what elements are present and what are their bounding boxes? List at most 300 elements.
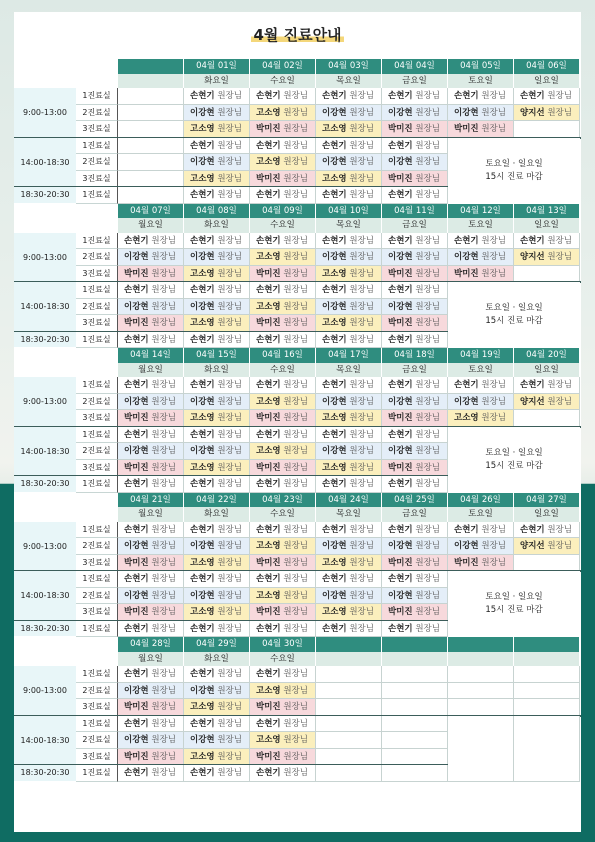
doctor-cell xyxy=(118,476,184,493)
doctor-name: 이강현 xyxy=(322,541,347,551)
doctor-cell xyxy=(514,522,580,539)
weekend-closing-note xyxy=(448,571,580,637)
doctor-suffix: 원장님 xyxy=(478,541,506,551)
empty-cell xyxy=(514,666,580,683)
doctor-suffix: 원장님 xyxy=(148,380,176,390)
doctor-cell xyxy=(316,249,382,266)
doctor-name: 이강현 xyxy=(322,301,347,312)
doctor-name: 고소영 xyxy=(256,396,281,407)
empty-cell xyxy=(316,683,382,700)
doctor-cell xyxy=(250,154,316,171)
doctor-cell xyxy=(316,588,382,605)
doctor-name: 고소영 xyxy=(256,685,281,696)
doctor-cell xyxy=(382,394,448,411)
doctor-cell xyxy=(184,476,250,493)
doctor-cell xyxy=(382,266,448,283)
header-corner xyxy=(14,204,118,233)
day-header: 금요일 xyxy=(382,74,448,89)
doctor-suffix: 원장님 xyxy=(346,173,374,184)
time-slot-morning: 9:00-13:00 xyxy=(14,522,76,572)
time-slot-evening: 18:30-20:30 xyxy=(14,765,76,782)
doctor-name: 손현기 xyxy=(190,334,215,345)
doctor-cell xyxy=(316,394,382,411)
doctor-suffix: 원장님 xyxy=(478,380,506,390)
empty-cell xyxy=(448,699,514,716)
empty-cell xyxy=(514,699,580,716)
doctor-name: 박미진 xyxy=(124,751,149,762)
room-label: 2진료실 xyxy=(76,249,118,266)
doctor-suffix: 원장님 xyxy=(346,107,374,118)
room-label: 3진료실 xyxy=(76,315,118,332)
doctor-name: 박미진 xyxy=(256,173,281,184)
doctor-cell xyxy=(184,765,250,782)
schedule-sheet xyxy=(14,12,581,832)
doctor-name: 손현기 xyxy=(190,669,215,679)
room-label: 1진료실 xyxy=(76,476,118,493)
doctor-suffix: 원장님 xyxy=(280,268,308,279)
date-header: 04월 28일 xyxy=(118,637,184,652)
doctor-name: 박미진 xyxy=(256,557,281,568)
doctor-name: 박미진 xyxy=(256,318,281,328)
doctor-suffix: 원장님 xyxy=(280,413,308,423)
doctor-name: 이강현 xyxy=(124,590,149,601)
doctor-suffix: 원장님 xyxy=(280,574,308,584)
doctor-name: 손현기 xyxy=(124,524,149,535)
date-header: 04월 03일 xyxy=(316,59,382,74)
header-corner xyxy=(14,59,118,88)
doctor-suffix: 원장님 xyxy=(214,462,242,473)
doctor-cell xyxy=(118,749,184,766)
doctor-name: 손현기 xyxy=(322,235,347,246)
doctor-name: 손현기 xyxy=(520,235,545,246)
doctor-name: 손현기 xyxy=(454,524,479,535)
doctor-suffix: 원장님 xyxy=(214,429,242,440)
doctor-name: 고소영 xyxy=(322,557,347,568)
doctor-suffix: 원장님 xyxy=(280,685,308,696)
day-header: 금요일 xyxy=(382,507,448,522)
date-header: 04월 06일 xyxy=(514,59,580,74)
date-header: 04월 17일 xyxy=(316,348,382,363)
doctor-name: 손현기 xyxy=(124,574,149,584)
doctor-name: 고소영 xyxy=(256,735,281,745)
doctor-cell xyxy=(316,121,382,138)
doctor-name: 손현기 xyxy=(454,91,479,101)
time-slot-evening: 18:30-20:30 xyxy=(14,187,76,204)
doctor-suffix: 원장님 xyxy=(346,252,374,262)
doctor-cell xyxy=(250,555,316,572)
doctor-suffix: 원장님 xyxy=(346,380,374,390)
doctor-suffix: 원장님 xyxy=(148,462,176,473)
doctor-cell xyxy=(316,555,382,572)
doctor-cell xyxy=(184,121,250,138)
room-label: 1진료실 xyxy=(76,233,118,250)
doctor-suffix: 원장님 xyxy=(412,607,440,617)
doctor-cell xyxy=(514,394,580,411)
day-header xyxy=(382,652,448,667)
doctor-suffix: 원장님 xyxy=(148,669,176,679)
doctor-suffix: 원장님 xyxy=(214,252,242,262)
doctor-suffix: 원장님 xyxy=(214,107,242,118)
doctor-cell xyxy=(184,282,250,299)
doctor-name: 이강현 xyxy=(388,446,413,456)
room-label: 2진료실 xyxy=(76,683,118,700)
doctor-name: 박미진 xyxy=(124,268,149,279)
doctor-name: 고소영 xyxy=(322,173,347,184)
doctor-name: 박미진 xyxy=(454,268,479,279)
date-header xyxy=(448,637,514,652)
empty-cell xyxy=(382,699,448,716)
doctor-suffix: 원장님 xyxy=(214,318,242,328)
doctor-name: 이강현 xyxy=(124,685,149,696)
doctor-suffix: 원장님 xyxy=(412,235,440,246)
doctor-name: 손현기 xyxy=(388,623,413,634)
doctor-name: 이강현 xyxy=(322,396,347,407)
doctor-suffix: 원장님 xyxy=(544,252,572,262)
doctor-name: 고소영 xyxy=(190,607,215,617)
room-label: 2진료실 xyxy=(76,588,118,605)
doctor-cell xyxy=(118,394,184,411)
doctor-suffix: 원장님 xyxy=(412,285,440,295)
doctor-suffix: 원장님 xyxy=(346,157,374,167)
doctor-cell xyxy=(118,443,184,460)
doctor-suffix: 원장님 xyxy=(478,268,506,279)
doctor-suffix: 원장님 xyxy=(148,685,176,696)
date-header: 04월 11일 xyxy=(382,204,448,219)
doctor-cell xyxy=(448,266,514,283)
doctor-cell xyxy=(118,732,184,749)
day-header: 토요일 xyxy=(448,363,514,378)
doctor-cell xyxy=(514,377,580,394)
doctor-name: 손현기 xyxy=(256,623,281,634)
doctor-name: 박미진 xyxy=(124,702,149,712)
day-header: 수요일 xyxy=(250,507,316,522)
doctor-suffix: 원장님 xyxy=(412,190,440,200)
doctor-name: 손현기 xyxy=(190,429,215,440)
date-header: 04월 18일 xyxy=(382,348,448,363)
doctor-cell xyxy=(118,249,184,266)
time-slot-morning: 9:00-13:00 xyxy=(14,88,76,138)
doctor-cell xyxy=(514,538,580,555)
date-header: 04월 05일 xyxy=(448,59,514,74)
date-header: 04월 12일 xyxy=(448,204,514,219)
doctor-name: 박미진 xyxy=(388,413,413,423)
doctor-name: 박미진 xyxy=(124,462,149,473)
doctor-cell xyxy=(382,555,448,572)
doctor-name: 이강현 xyxy=(124,252,149,262)
doctor-suffix: 원장님 xyxy=(412,91,440,101)
doctor-suffix: 원장님 xyxy=(214,190,242,200)
day-header: 화요일 xyxy=(184,507,250,522)
doctor-name: 고소영 xyxy=(190,462,215,473)
empty-cell xyxy=(118,138,184,155)
doctor-cell xyxy=(250,394,316,411)
doctor-suffix: 원장님 xyxy=(412,557,440,568)
doctor-cell xyxy=(514,249,580,266)
doctor-suffix: 원장님 xyxy=(148,557,176,568)
empty-cell xyxy=(118,105,184,122)
doctor-suffix: 원장님 xyxy=(148,735,176,745)
doctor-suffix: 원장님 xyxy=(214,479,242,489)
doctor-cell xyxy=(184,266,250,283)
empty-cell xyxy=(316,749,382,766)
doctor-name: 박미진 xyxy=(388,607,413,617)
room-label: 2진료실 xyxy=(76,299,118,316)
page-title xyxy=(14,12,581,58)
doctor-suffix: 원장님 xyxy=(346,318,374,328)
doctor-suffix: 원장님 xyxy=(346,235,374,246)
doctor-cell xyxy=(382,88,448,105)
doctor-suffix: 원장님 xyxy=(280,623,308,634)
doctor-suffix: 원장님 xyxy=(280,91,308,101)
empty-cell xyxy=(514,266,580,283)
doctor-cell xyxy=(382,460,448,477)
doctor-suffix: 원장님 xyxy=(214,524,242,535)
day-header: 월요일 xyxy=(118,218,184,233)
day-header: 목요일 xyxy=(316,74,382,89)
doctor-name: 고소영 xyxy=(190,557,215,568)
day-header: 화요일 xyxy=(184,74,250,89)
doctor-suffix: 원장님 xyxy=(478,107,506,118)
room-label: 2진료실 xyxy=(76,443,118,460)
doctor-cell xyxy=(184,621,250,638)
weekend-note-line: 15시 진료 마감 xyxy=(485,460,543,471)
doctor-name: 손현기 xyxy=(256,479,281,489)
day-header: 화요일 xyxy=(184,652,250,667)
doctor-name: 손현기 xyxy=(190,140,215,151)
doctor-name: 박미진 xyxy=(388,557,413,568)
doctor-suffix: 원장님 xyxy=(280,768,308,778)
weekend-note-line: 15시 진료 마감 xyxy=(485,605,543,615)
day-header: 금요일 xyxy=(382,218,448,233)
doctor-name: 손현기 xyxy=(322,91,347,101)
doctor-suffix: 원장님 xyxy=(280,235,308,246)
room-label: 1진료실 xyxy=(76,332,118,349)
doctor-name: 고소영 xyxy=(322,413,347,423)
doctor-cell xyxy=(382,522,448,539)
empty-cell xyxy=(514,121,580,138)
doctor-name: 손현기 xyxy=(124,669,149,679)
doctor-cell xyxy=(184,555,250,572)
doctor-suffix: 원장님 xyxy=(346,607,374,617)
doctor-suffix: 원장님 xyxy=(346,541,374,551)
doctor-name: 손현기 xyxy=(256,524,281,535)
doctor-cell xyxy=(118,522,184,539)
doctor-cell xyxy=(382,588,448,605)
doctor-suffix: 원장님 xyxy=(280,751,308,762)
doctor-cell xyxy=(382,154,448,171)
doctor-name: 손현기 xyxy=(322,524,347,535)
doctor-name: 고소영 xyxy=(322,607,347,617)
doctor-name: 이강현 xyxy=(190,446,215,456)
day-header: 토요일 xyxy=(448,218,514,233)
doctor-cell xyxy=(118,683,184,700)
room-label: 3진료실 xyxy=(76,266,118,283)
doctor-cell xyxy=(382,604,448,621)
doctor-cell xyxy=(250,315,316,332)
doctor-suffix: 원장님 xyxy=(214,541,242,551)
day-header: 일요일 xyxy=(514,507,580,522)
doctor-name: 고소영 xyxy=(190,173,215,184)
doctor-cell xyxy=(316,443,382,460)
doctor-suffix: 원장님 xyxy=(280,735,308,745)
doctor-cell xyxy=(316,460,382,477)
doctor-name: 손현기 xyxy=(256,190,281,200)
doctor-suffix: 원장님 xyxy=(280,318,308,328)
doctor-cell xyxy=(118,299,184,316)
doctor-cell xyxy=(382,299,448,316)
doctor-cell xyxy=(316,427,382,444)
day-header: 목요일 xyxy=(316,363,382,378)
doctor-cell xyxy=(184,138,250,155)
doctor-name: 손현기 xyxy=(322,140,347,151)
doctor-name: 손현기 xyxy=(190,623,215,634)
doctor-name: 이강현 xyxy=(124,301,149,312)
doctor-name: 고소영 xyxy=(256,446,281,456)
doctor-cell xyxy=(118,410,184,427)
doctor-name: 손현기 xyxy=(322,380,347,390)
doctor-cell xyxy=(382,171,448,188)
doctor-suffix: 원장님 xyxy=(544,380,572,390)
doctor-suffix: 원장님 xyxy=(214,173,242,184)
day-header: 토요일 xyxy=(448,74,514,89)
doctor-suffix: 원장님 xyxy=(148,252,176,262)
doctor-suffix: 원장님 xyxy=(280,702,308,712)
room-label: 3진료실 xyxy=(76,410,118,427)
weekend-closing-note xyxy=(448,138,580,204)
doctor-suffix: 원장님 xyxy=(478,557,506,568)
day-header: 수요일 xyxy=(250,652,316,667)
doctor-suffix: 원장님 xyxy=(148,301,176,312)
doctor-suffix: 원장님 xyxy=(148,751,176,762)
doctor-cell xyxy=(184,377,250,394)
doctor-name: 고소영 xyxy=(190,268,215,279)
weekend-note-line: 15시 진료 마감 xyxy=(485,316,543,326)
header-corner xyxy=(14,637,118,666)
doctor-suffix: 원장님 xyxy=(214,574,242,584)
doctor-suffix: 원장님 xyxy=(412,590,440,601)
doctor-cell xyxy=(250,621,316,638)
doctor-suffix: 원장님 xyxy=(544,541,572,551)
doctor-cell xyxy=(316,332,382,349)
doctor-suffix: 원장님 xyxy=(412,173,440,184)
doctor-cell xyxy=(184,749,250,766)
doctor-suffix: 원장님 xyxy=(214,702,242,712)
empty-cell xyxy=(118,171,184,188)
day-header: 월요일 xyxy=(118,363,184,378)
empty-cell xyxy=(118,121,184,138)
header-corner xyxy=(14,493,118,522)
doctor-suffix: 원장님 xyxy=(148,768,176,778)
doctor-suffix: 원장님 xyxy=(280,173,308,184)
doctor-suffix: 원장님 xyxy=(346,285,374,295)
time-slot-morning: 9:00-13:00 xyxy=(14,377,76,427)
room-label: 1진료실 xyxy=(76,571,118,588)
empty-cell xyxy=(316,699,382,716)
doctor-name: 손현기 xyxy=(388,524,413,535)
doctor-suffix: 원장님 xyxy=(148,541,176,551)
doctor-suffix: 원장님 xyxy=(412,446,440,456)
doctor-cell xyxy=(382,443,448,460)
doctor-cell xyxy=(184,522,250,539)
room-label: 3진료실 xyxy=(76,604,118,621)
doctor-name: 손현기 xyxy=(124,285,149,295)
doctor-name: 손현기 xyxy=(190,718,215,729)
doctor-name: 이강현 xyxy=(388,252,413,262)
doctor-cell xyxy=(184,315,250,332)
date-header: 04월 07일 xyxy=(118,204,184,219)
room-label: 1진료실 xyxy=(76,666,118,683)
day-header xyxy=(316,652,382,667)
doctor-cell xyxy=(316,154,382,171)
doctor-suffix: 원장님 xyxy=(214,669,242,679)
empty-cell xyxy=(118,154,184,171)
doctor-cell xyxy=(316,266,382,283)
day-header: 목요일 xyxy=(316,507,382,522)
doctor-suffix: 원장님 xyxy=(280,380,308,390)
doctor-suffix: 원장님 xyxy=(148,607,176,617)
room-label: 2진료실 xyxy=(76,394,118,411)
doctor-suffix: 원장님 xyxy=(148,396,176,407)
room-label: 2진료실 xyxy=(76,105,118,122)
doctor-name: 박미진 xyxy=(256,607,281,617)
doctor-name: 손현기 xyxy=(256,768,281,778)
doctor-cell xyxy=(316,410,382,427)
doctor-cell xyxy=(184,666,250,683)
doctor-cell xyxy=(184,716,250,733)
doctor-name: 이강현 xyxy=(388,541,413,551)
doctor-name: 손현기 xyxy=(520,380,545,390)
doctor-name: 이강현 xyxy=(124,541,149,551)
doctor-suffix: 원장님 xyxy=(280,334,308,345)
room-label: 1진료실 xyxy=(76,621,118,638)
doctor-suffix: 원장님 xyxy=(280,557,308,568)
room-label: 1진료실 xyxy=(76,427,118,444)
doctor-suffix: 원장님 xyxy=(214,413,242,423)
day-header: 일요일 xyxy=(514,74,580,89)
date-header: 04월 15일 xyxy=(184,348,250,363)
doctor-suffix: 원장님 xyxy=(346,268,374,279)
room-label: 1진료실 xyxy=(76,765,118,782)
doctor-suffix: 원장님 xyxy=(412,479,440,489)
doctor-suffix: 원장님 xyxy=(280,396,308,407)
doctor-suffix: 원장님 xyxy=(214,396,242,407)
doctor-cell xyxy=(316,315,382,332)
doctor-suffix: 원장님 xyxy=(346,396,374,407)
doctor-name: 손현기 xyxy=(520,524,545,535)
doctor-suffix: 원장님 xyxy=(346,429,374,440)
doctor-name: 손현기 xyxy=(388,285,413,295)
doctor-cell xyxy=(250,410,316,427)
doctor-cell xyxy=(250,683,316,700)
date-header: 04월 24일 xyxy=(316,493,382,508)
doctor-cell xyxy=(250,732,316,749)
empty-cell xyxy=(448,716,514,782)
doctor-name: 박미진 xyxy=(256,268,281,279)
time-slot-afternoon: 14:00-18:30 xyxy=(14,138,76,188)
doctor-suffix: 원장님 xyxy=(214,268,242,279)
doctor-suffix: 원장님 xyxy=(214,685,242,696)
doctor-name: 이강현 xyxy=(190,107,215,118)
doctor-cell xyxy=(118,427,184,444)
doctor-suffix: 원장님 xyxy=(280,124,308,134)
empty-cell xyxy=(382,749,448,766)
date-header: 04월 25일 xyxy=(382,493,448,508)
doctor-suffix: 원장님 xyxy=(544,235,572,246)
doctor-name: 손현기 xyxy=(256,140,281,151)
room-label: 1진료실 xyxy=(76,138,118,155)
date-header xyxy=(514,637,580,652)
doctor-name: 이강현 xyxy=(322,590,347,601)
